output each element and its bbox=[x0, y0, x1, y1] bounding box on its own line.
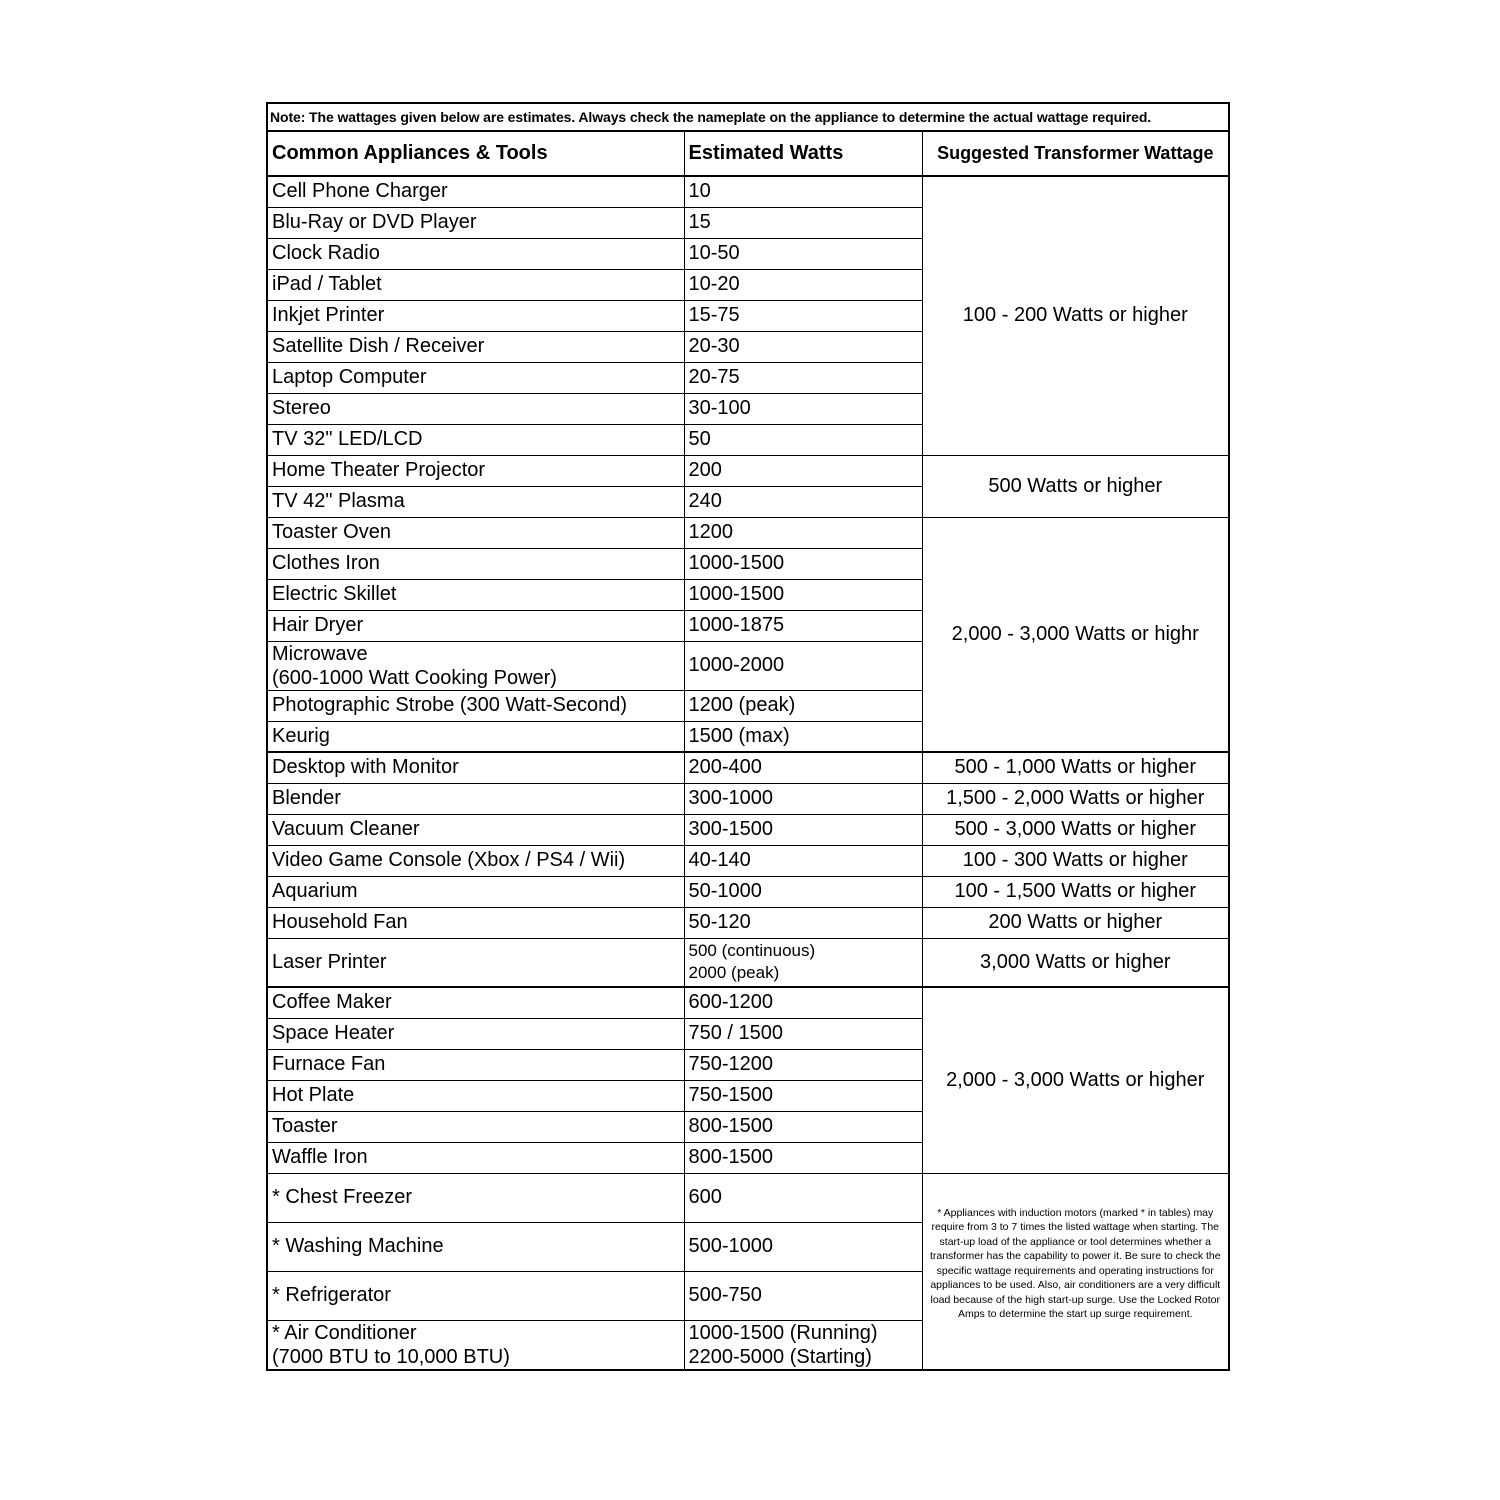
induction-motor-footnote: * Appliances with induction motors (marked * in tables) may require from 3 to 7 times the listed wattage when starting. The start-up load of the appliance or tool determines whether a transformer has the capability to power it. Be sure to check the specific wattage requirements and operating instructions for appliances to be used. Also, air conditioners are a very difficult load because of the high start-up surge. Use the Locked Rotor Amps to determine the start up surge requirement. bbox=[922, 1173, 1229, 1370]
watts-cell: 1000-1875 bbox=[684, 610, 922, 641]
table-row bbox=[267, 176, 1229, 207]
appliance-cell: * Chest Freezer bbox=[267, 1173, 684, 1222]
transformer-cell: 500 - 3,000 Watts or higher bbox=[922, 814, 1229, 845]
appliance-cell: Space Heater bbox=[267, 1018, 684, 1049]
table-row bbox=[267, 752, 1229, 783]
watts-cell: 500-1000 bbox=[684, 1222, 922, 1271]
watts-cell: 1000-2000 bbox=[684, 641, 922, 690]
table-row bbox=[267, 517, 1229, 548]
appliance-cell: Toaster Oven bbox=[267, 517, 684, 548]
appliance-cell: Blender bbox=[267, 783, 684, 814]
watts-cell: 15 bbox=[684, 207, 922, 238]
watts-cell: 800-1500 bbox=[684, 1142, 922, 1173]
table-row bbox=[267, 907, 1229, 938]
table-row bbox=[267, 814, 1229, 845]
watts-cell: 300-1500 bbox=[684, 814, 922, 845]
table-row bbox=[267, 938, 1229, 987]
appliance-cell: Desktop with Monitor bbox=[267, 752, 684, 783]
note-row bbox=[267, 103, 1229, 131]
watts-cell: 50-1000 bbox=[684, 876, 922, 907]
appliance-cell: TV 32" LED/LCD bbox=[267, 424, 684, 455]
watts-cell: 50 bbox=[684, 424, 922, 455]
watts-cell: 20-30 bbox=[684, 331, 922, 362]
watts-cell bbox=[684, 1320, 922, 1370]
watts-cell: 1000-1500 bbox=[684, 579, 922, 610]
watts-cell: 600 bbox=[684, 1173, 922, 1222]
watts-cell: 750-1500 bbox=[684, 1080, 922, 1111]
watts-line: 500 (continuous) bbox=[688, 941, 816, 961]
transformer-cell: 1,500 - 2,000 Watts or higher bbox=[922, 783, 1229, 814]
appliance-cell: Keurig bbox=[267, 721, 684, 752]
appliance-cell: iPad / Tablet bbox=[267, 269, 684, 300]
appliance-cell: Household Fan bbox=[267, 907, 684, 938]
transformer-cell: 3,000 Watts or higher bbox=[922, 938, 1229, 987]
appliance-cell: Cell Phone Charger bbox=[267, 176, 684, 207]
table-row bbox=[267, 876, 1229, 907]
appliance-cell bbox=[267, 641, 684, 690]
watts-cell: 10 bbox=[684, 176, 922, 207]
watts-cell: 15-75 bbox=[684, 300, 922, 331]
watts-cell: 200 bbox=[684, 455, 922, 486]
appliance-cell: Hot Plate bbox=[267, 1080, 684, 1111]
watts-cell: 600-1200 bbox=[684, 987, 922, 1018]
appliance-cell: Laser Printer bbox=[267, 938, 684, 987]
appliance-cell: Waffle Iron bbox=[267, 1142, 684, 1173]
appliance-line: (600-1000 Watt Cooking Power) bbox=[272, 666, 557, 689]
appliance-line: Microwave bbox=[272, 642, 368, 665]
watts-cell: 1200 (peak) bbox=[684, 690, 922, 721]
watts-cell: 50-120 bbox=[684, 907, 922, 938]
transformer-cell: 200 Watts or higher bbox=[922, 907, 1229, 938]
watts-cell: 200-400 bbox=[684, 752, 922, 783]
transformer-cell: 100 - 300 Watts or higher bbox=[922, 845, 1229, 876]
note-text: Note: The wattages given below are estimates. Always check the nameplate on the appliance to determine the actual wattage required. bbox=[267, 103, 1229, 131]
watts-cell: 40-140 bbox=[684, 845, 922, 876]
table-row bbox=[267, 845, 1229, 876]
appliance-cell: * Refrigerator bbox=[267, 1271, 684, 1320]
appliance-cell: Clothes Iron bbox=[267, 548, 684, 579]
appliance-cell: Home Theater Projector bbox=[267, 455, 684, 486]
watts-cell: 500-750 bbox=[684, 1271, 922, 1320]
watts-cell: 750-1200 bbox=[684, 1049, 922, 1080]
appliance-cell: Video Game Console (Xbox / PS4 / Wii) bbox=[267, 845, 684, 876]
table-row bbox=[267, 987, 1229, 1018]
appliance-cell: * Washing Machine bbox=[267, 1222, 684, 1271]
table-row bbox=[267, 783, 1229, 814]
watts-cell bbox=[684, 938, 922, 987]
appliance-line: (7000 BTU to 10,000 BTU) bbox=[272, 1345, 510, 1368]
appliance-cell: Toaster bbox=[267, 1111, 684, 1142]
transformer-group-cell: 2,000 - 3,000 Watts or highr bbox=[922, 517, 1229, 752]
transformer-group-cell: 2,000 - 3,000 Watts or higher bbox=[922, 987, 1229, 1173]
header-transformer: Suggested Transformer Wattage bbox=[922, 131, 1229, 176]
watts-line: 2000 (peak) bbox=[688, 963, 780, 983]
table-row bbox=[267, 455, 1229, 486]
appliance-cell: Laptop Computer bbox=[267, 362, 684, 393]
watts-cell: 800-1500 bbox=[684, 1111, 922, 1142]
appliance-cell bbox=[267, 1320, 684, 1370]
watts-line: 2200-5000 (Starting) bbox=[688, 1345, 872, 1368]
watts-cell: 1500 (max) bbox=[684, 721, 922, 752]
appliance-cell: Coffee Maker bbox=[267, 987, 684, 1018]
watts-cell: 30-100 bbox=[684, 393, 922, 424]
appliance-cell: Satellite Dish / Receiver bbox=[267, 331, 684, 362]
appliance-line: * Air Conditioner bbox=[272, 1321, 417, 1344]
appliance-cell: Aquarium bbox=[267, 876, 684, 907]
watts-line: 1000-1500 (Running) bbox=[688, 1321, 878, 1344]
appliance-cell: Blu-Ray or DVD Player bbox=[267, 207, 684, 238]
watts-cell: 20-75 bbox=[684, 362, 922, 393]
appliance-cell: TV 42" Plasma bbox=[267, 486, 684, 517]
appliance-cell: Photographic Strobe (300 Watt-Second) bbox=[267, 690, 684, 721]
watts-cell: 10-50 bbox=[684, 238, 922, 269]
watts-cell: 240 bbox=[684, 486, 922, 517]
transformer-cell: 500 - 1,000 Watts or higher bbox=[922, 752, 1229, 783]
watts-cell: 1000-1500 bbox=[684, 548, 922, 579]
transformer-group-cell: 100 - 200 Watts or higher bbox=[922, 176, 1229, 455]
wattage-table bbox=[266, 102, 1230, 1371]
header-watts: Estimated Watts bbox=[684, 131, 922, 176]
table-row bbox=[267, 1173, 1229, 1222]
header-appliance: Common Appliances & Tools bbox=[267, 131, 684, 176]
transformer-group-cell: 500 Watts or higher bbox=[922, 455, 1229, 517]
watts-cell: 300-1000 bbox=[684, 783, 922, 814]
watts-cell: 10-20 bbox=[684, 269, 922, 300]
watts-cell: 750 / 1500 bbox=[684, 1018, 922, 1049]
appliance-cell: Inkjet Printer bbox=[267, 300, 684, 331]
transformer-cell: 100 - 1,500 Watts or higher bbox=[922, 876, 1229, 907]
appliance-cell: Furnace Fan bbox=[267, 1049, 684, 1080]
appliance-cell: Stereo bbox=[267, 393, 684, 424]
appliance-cell: Hair Dryer bbox=[267, 610, 684, 641]
appliance-cell: Electric Skillet bbox=[267, 579, 684, 610]
appliance-cell: Clock Radio bbox=[267, 238, 684, 269]
watts-cell: 1200 bbox=[684, 517, 922, 548]
appliance-cell: Vacuum Cleaner bbox=[267, 814, 684, 845]
header-row bbox=[267, 131, 1229, 176]
